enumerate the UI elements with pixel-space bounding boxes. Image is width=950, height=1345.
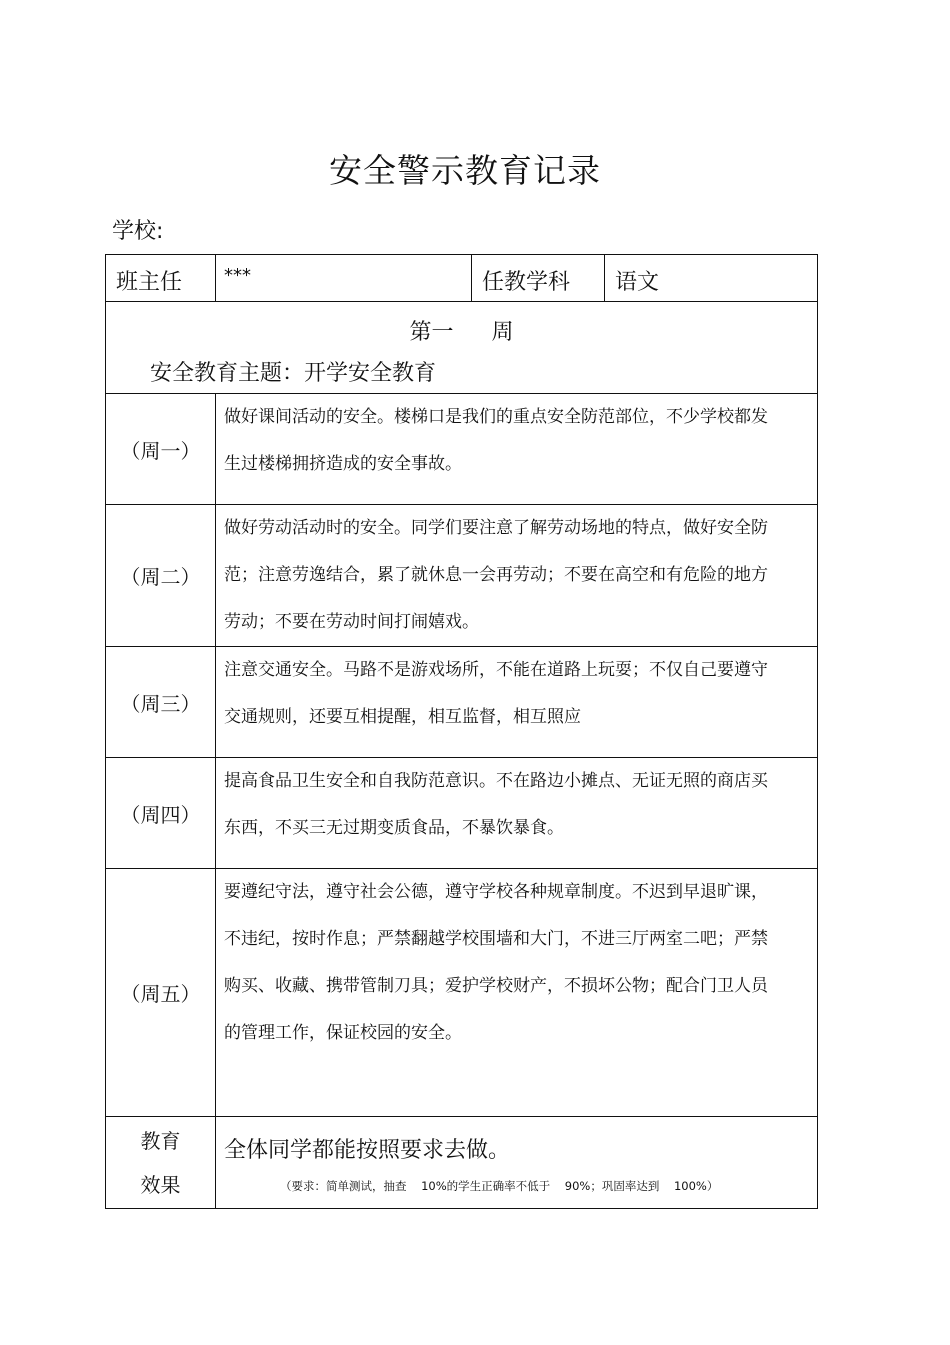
week-label-suffix: 周 [491, 319, 514, 345]
day-row-mon [106, 394, 818, 505]
week-theme: 安全教育主题：开学安全教育 [150, 360, 437, 386]
week-title [106, 303, 817, 356]
teacher-label: 班主任 [106, 255, 216, 302]
result-label-line1: 教育 [140, 1128, 181, 1153]
result-cell [216, 1117, 818, 1209]
day-text-fri: 要遵纪守法，遵守社会公德，遵守学校各种规章制度。不迟到早退旷课，不违纪，按时作息；严禁翻越学校围墙和大门，不进三厅两室二吧；严禁购买、收藏、携带管制刀具；爱护学校财产，不损坏公物；配合门卫人员的管理工作，保证校园的安全。 [216, 869, 818, 1117]
week-row [106, 302, 818, 394]
day-row-fri [106, 869, 818, 1117]
day-row-tue [106, 505, 818, 647]
subject-value: 语文 [605, 255, 818, 302]
day-label-wed: （周三） [106, 647, 216, 758]
week-label-prefix: 第一 [409, 319, 454, 345]
day-label-tue: （周二） [106, 505, 216, 647]
result-text: 全体同学都能按照要求去做。 [224, 1138, 511, 1163]
record-table [105, 254, 818, 1209]
day-text-wed: 注意交通安全。马路不是游戏场所，不能在道路上玩耍；不仅自己要遵守交通规则，还要互相提醒，相互监督，相互照应 [216, 647, 818, 758]
day-text-tue: 做好劳动活动时的安全。同学们要注意了解劳动场地的特点，做好安全防范；注意劳逸结合，累了就休息一会再劳动；不要在高空和有危险的地方劳动；不要在劳动时间打闹嬉戏。 [216, 505, 818, 647]
header-row [106, 255, 818, 302]
day-row-wed [106, 647, 818, 758]
school-label: 学校: [112, 219, 164, 244]
day-label-mon: （周一） [106, 394, 216, 505]
day-label-fri: （周五） [106, 869, 216, 1117]
result-row [106, 1117, 818, 1209]
day-text-mon: 做好课间活动的安全。楼梯口是我们的重点安全防范部位，不少学校都发生过楼梯拥挤造成的安全事故。 [216, 394, 818, 505]
week-cell [106, 302, 818, 394]
day-label-thu: （周四） [106, 758, 216, 869]
result-label [106, 1117, 216, 1209]
page-title: 安全警示教育记录 [329, 151, 601, 190]
result-note: （要求：简单测试，抽查 10%的学生正确率不低于 90%；巩固率达到 100%） [280, 1179, 719, 1193]
teacher-value: *** [216, 255, 472, 302]
subject-label: 任教学科 [472, 255, 605, 302]
result-label-line2: 效果 [140, 1172, 181, 1197]
day-text-thu: 提高食品卫生安全和自我防范意识。不在路边小摊点、无证无照的商店买东西，不买三无过期变质食品，不暴饮暴食。 [216, 758, 818, 869]
day-row-thu [106, 758, 818, 869]
